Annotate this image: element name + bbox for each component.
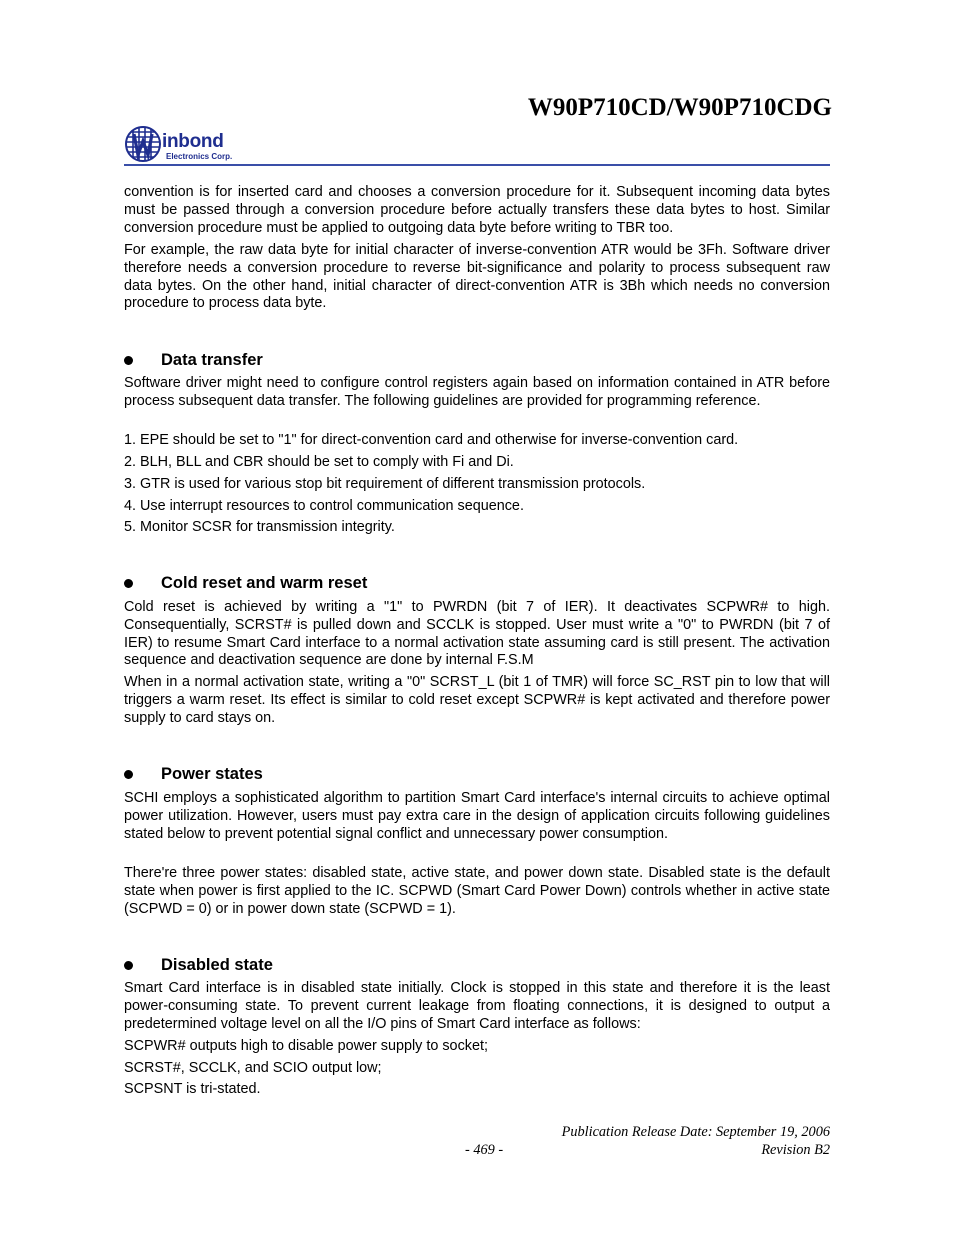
pin-state-line: SCPWR# outputs high to disable power supply to socket; [124, 1038, 488, 1054]
cold-reset-paragraph-1: Cold reset is achieved by writing a "1" to PWRDN (bit 7 of IER). It deactivates SCPWR# to high. Consequentially, SCRST# is pulled down and SCCLK is stopped. User must write a "0" to PWRDN (bit 7 of IER) to resume Smart Card interface to a normal activation state assuming card is still present. The activation sequence and deactivation sequence are done by internal F.S.M [124, 599, 830, 669]
data-transfer-paragraph: Software driver might need to configure control registers again based on information contained in ATR before process subsequent data transfer. The following guidelines are provided for programming reference. [124, 375, 830, 409]
power-states-paragraph-1: SCHI employs a sophisticated algorithm to partition Smart Card interface's internal circuits to achieve optimal power utilization. However, users must pay extra care in the design of application circuits following guidelines stated below to prevent potential signal conflict and unnecessary power consumption. [124, 790, 830, 842]
revision-label: Revision B2 [761, 1142, 830, 1158]
winbond-logo [125, 124, 265, 168]
bullet-icon [124, 961, 133, 970]
logo-subtitle: Electronics Corp. [166, 152, 233, 161]
cold-reset-paragraph-2: When in a normal activation state, writing a "0" SCRST_L (bit 1 of TMR) will force SC_RST pin to low that will triggers a warm reset. Its effect is similar to cold reset except SCPWR# is kept activated and therefore power supply to card stays on. [124, 674, 830, 726]
document-page: W90P710CD/W90P710CDG inbond Electronics Corp. convention is for inserted card and chooses a conversion procedure for it. Subsequent incoming data bytes must be passed through a conversion procedure before actually transfers these data bytes to host. Similar conversion procedure must be applied to outgoing data byte before writing to TBR too. For example, the raw data byte for initial character of inverse-convention ATR would be 3Fh. Software driver therefore needs a conversion procedure to reverse bit-significance and polarity to process subsequent raw data bytes. On the other hand, initial character of direct-convention ATR is 3Bh which needs no conversion procedure to process data byte. Data transfer Software driver might need to configure control registers again based on information contained in ATR before process subsequent data transfer. The following guidelines are provided for programming reference. 1. EPE should be set to "1" for direct-convention card and otherwise for inverse-convention card. 2. BLH, BLL and CBR should be set to comply with Fi and Di. 3. GTR is used for various stop bit requirement of different transmission protocols. 4. Use interrupt resources to control communication sequence. 5. Monitor SCSR for transmission integrity. Cold reset and warm reset Cold reset is achieved by writing a "1" to PWRDN (bit 7 of IER). It deactivates SCPWR# to high. Consequentially, SCRST# is pulled down and SCCLK is stopped. User must write a "0" to PWRDN (bit 7 of IER) to resume Smart Card interface to a normal activation state assuming card is still present. The activation sequence and deactivation sequence are done by internal F.S.M When in a normal activation state, writing a "0" SCRST_L (bit 1 of TMR) will force SC_RST pin to low that will triggers a warm reset. Its effect is similar to cold reset except SCPWR# is kept activated and therefore power supply to card stays on. Power states SCHI employs a sophisticated algorithm to partition Smart Card interface's internal circuits to achieve optimal power utilization. However, users must pay extra care in the design of application circuits following guidelines stated below to prevent potential signal conflict and unnecessary power consumption. There're three power states: disabled state, active state, and power down state. Disabled state is the default state when power is first applied to the IC. SCPWD (Smart Card Power Down) controls whether in active state (SCPWD = 0) or in power down state (SCPWD = 1). Disabled state Smart Card interface is in disabled state initially. Clock is stopped in this state and therefore it is the least power-consuming state. To prevent current leakage from floating connections, it is designed to output a predetermined voltage level on all the I/O pins of Smart Card interface as follows: SCPWR# outputs high to disable power supply to socket; SCRST#, SCCLK, and SCIO output low; SCPSNT is tri-stated. Publication Release Date: September 19, 2006 - 469 - Revision B2 [124, 94, 832, 1158]
guideline-item: 2. BLH, BLL and CBR should be set to comply with Fi and Di. [124, 454, 514, 470]
logo-wordmark: inbond [162, 131, 224, 152]
guideline-item: 3. GTR is used for various stop bit requirement of different transmission protocols. [124, 476, 646, 492]
bullet-icon [124, 770, 133, 779]
guideline-item: 4. Use interrupt resources to control communication sequence. [124, 498, 524, 514]
header-rule [124, 164, 830, 166]
intro-paragraph-1: convention is for inserted card and chooses a conversion procedure for it. Subsequent incoming data bytes must be passed through a conversion procedure before actually transfers these data bytes to host. Similar conversion procedure must be applied to outgoing data byte before writing to TBR too. [124, 184, 830, 236]
bullet-icon [124, 356, 133, 365]
guideline-item: 1. EPE should be set to "1" for direct-convention card and otherwise for inverse-convention card. [124, 432, 739, 448]
pin-state-line: SCPSNT is tri-stated. [124, 1081, 261, 1097]
disabled-state-paragraph: Smart Card interface is in disabled state initially. Clock is stopped in this state and therefore it is the least power-consuming state. To prevent current leakage from floating connections, it is designed to output a predetermined voltage level on all the I/O pins of Smart Card interface as follows: [124, 980, 830, 1032]
pin-state-line: SCRST#, SCCLK, and SCIO output low; [124, 1060, 382, 1076]
page-number: - 469 - [465, 1142, 504, 1158]
globe-icon [125, 124, 161, 164]
intro-paragraph-2: For example, the raw data byte for initial character of inverse-convention ATR would be 3Fh. Software driver therefore needs a conversion procedure to reverse bit-significance and polarity to process subsequent raw data bytes. On the other hand, initial character of direct-convention ATR is 3Bh which needs no conversion procedure to process data byte. [124, 242, 830, 312]
guideline-item: 5. Monitor SCSR for transmission integrity. [124, 519, 395, 535]
bullet-icon [124, 579, 133, 588]
power-states-paragraph-2: There're three power states: disabled state, active state, and power down state. Disabled state is the default state when power is first applied to the IC. SCPWD (Smart Card Power Down) controls whether in active state (SCPWD = 0) or in power down state (SCPWD = 1). [124, 865, 830, 917]
document-title: W90P710CD/W90P710CDG [527, 94, 832, 121]
publication-release-date: Publication Release Date: September 19, 2006 [561, 1124, 830, 1140]
